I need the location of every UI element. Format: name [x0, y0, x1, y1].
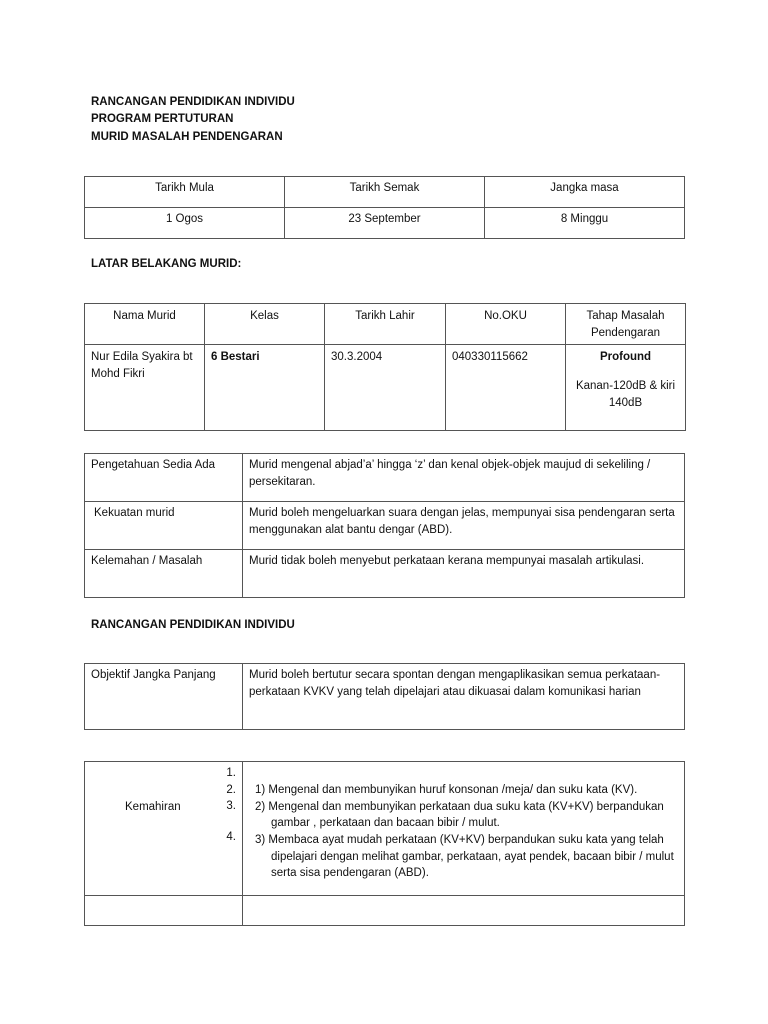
- value-jangka-masa: 8 Minggu: [485, 208, 685, 239]
- heading-line-1: RANCANGAN PENDIDIKAN INDIVIDU: [91, 96, 295, 108]
- student-table: [84, 303, 686, 431]
- heading-line-2: PROGRAM PERTUTURAN: [91, 113, 234, 126]
- objective-table: [84, 663, 685, 730]
- skills-label-cell: [85, 762, 243, 896]
- profile-text-kelemahan: Murid tidak boleh menyebut perkataan kerana mempunyai masalah artikulasi.: [243, 550, 685, 598]
- student-oku: 040330115662: [446, 345, 566, 431]
- student-level: Profound: [599, 351, 652, 364]
- skills-table: [84, 761, 685, 926]
- header-nama-murid: Nama Murid: [85, 304, 205, 345]
- profile-label-pengetahuan: Pengetahuan Sedia Ada: [85, 454, 243, 502]
- student-value-row: [85, 345, 686, 431]
- student-header-row: [85, 304, 686, 345]
- skills-step: 2) Mengenal dan membunyikan perkataan dua suku kata (KV+KV) berpandukan gambar , perkataan dan bacaan bibir / mulut.: [255, 800, 664, 830]
- profile-row: [85, 502, 685, 550]
- skills-empty-row: [85, 896, 685, 926]
- header-no-oku: No.OKU: [446, 304, 566, 345]
- header-tarikh-lahir: Tarikh Lahir: [325, 304, 446, 345]
- document-heading: [91, 94, 295, 146]
- rpi-title: RANCANGAN PENDIDIKAN INDIVIDU: [91, 619, 295, 631]
- student-dob: 30.3.2004: [325, 345, 446, 431]
- dates-table: [84, 176, 685, 239]
- skills-label: Kemahiran: [125, 801, 181, 813]
- skills-number: 2.: [226, 783, 236, 796]
- student-level-detail: Kanan-120dB & kiri 140dB: [575, 380, 676, 409]
- skills-number: 1.: [226, 767, 236, 779]
- skills-steps: [249, 782, 678, 882]
- skills-number: 3.: [226, 800, 236, 813]
- profile-text-pengetahuan: Murid mengenal abjad’a’ hingga ‘z’ dan kenal objek-objek maujud di sekeliling / persekitaran.: [243, 454, 685, 502]
- profile-label-kekuatan: Kekuatan murid: [85, 502, 243, 550]
- value-tarikh-mula: 1 Ogos: [85, 208, 285, 239]
- objective-row: [85, 664, 685, 730]
- empty-cell: [85, 896, 243, 926]
- skills-step: 1) Mengenal dan membunyikan huruf konsonan /meja/ dan suku kata (KV).: [255, 784, 638, 796]
- skills-number: 4.: [226, 831, 236, 844]
- student-name: Nur Edila Syakira bt Mohd Fikri: [85, 345, 205, 431]
- profile-table: [84, 453, 685, 598]
- skills-step: 3) Membaca ayat mudah perkataan (KV+KV) berpandukan suku kata yang telah dipelajari dengan melihat gambar, perkataan, ayat pendek, bacaan bibir / mulut serta sisa pendengaran (ABD).: [255, 834, 674, 880]
- header-tahap-masalah: Tahap Masalah Pendengaran: [566, 304, 686, 345]
- skills-steps-cell: [243, 762, 685, 896]
- empty-cell: [243, 896, 685, 926]
- student-level-cell: [566, 345, 686, 431]
- dates-value-row: [85, 208, 685, 239]
- objective-text: Murid boleh bertutur secara spontan dengan mengaplikasikan semua perkataan-perkataan KVKV yang telah dipelajari atau dikuasai dalam komunikasi harian: [243, 664, 685, 730]
- header-tarikh-mula: Tarikh Mula: [85, 177, 285, 208]
- objective-label: Objektif Jangka Panjang: [85, 664, 243, 730]
- profile-row: [85, 454, 685, 502]
- background-title: LATAR BELAKANG MURID:: [91, 258, 242, 270]
- header-jangka-masa: Jangka masa: [485, 177, 685, 208]
- header-tarikh-semak: Tarikh Semak: [285, 177, 485, 208]
- value-tarikh-semak: 23 September: [285, 208, 485, 239]
- profile-row: [85, 550, 685, 598]
- student-class: 6 Bestari: [205, 345, 325, 431]
- skills-row: [85, 762, 685, 896]
- profile-label-kelemahan: Kelemahan / Masalah: [85, 550, 243, 598]
- dates-header-row: [85, 177, 685, 208]
- header-kelas: Kelas: [205, 304, 325, 345]
- heading-line-3: MURID MASALAH PENDENGARAN: [91, 130, 283, 143]
- profile-text-kekuatan: Murid boleh mengeluarkan suara dengan jelas, mempunyai sisa pendengaran serta menggunakan alat bantu dengar (ABD).: [243, 502, 685, 550]
